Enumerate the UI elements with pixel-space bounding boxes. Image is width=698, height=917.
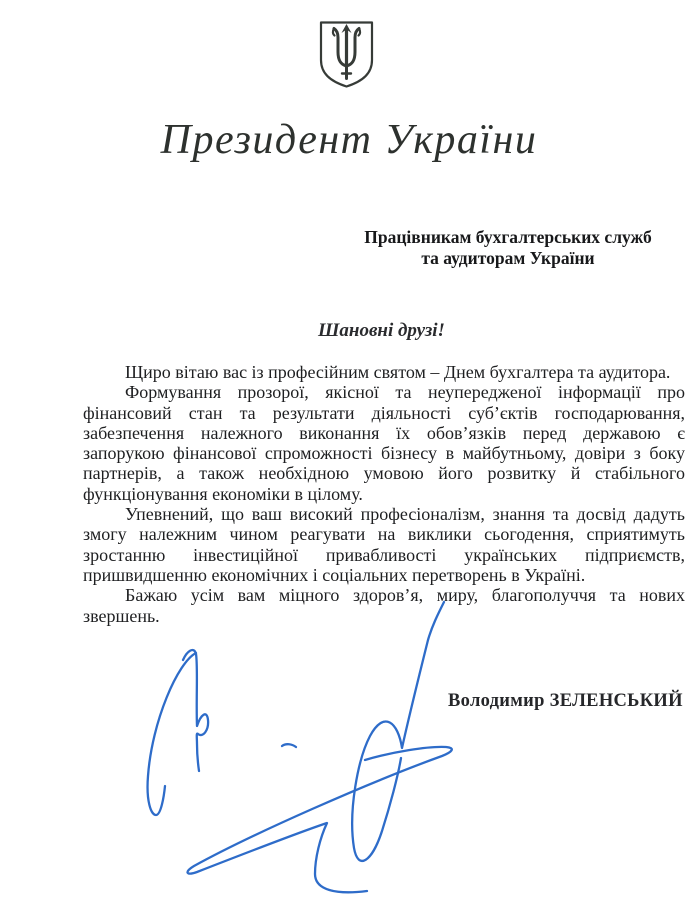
recipient-block xyxy=(360,227,656,269)
signature-middle-dash xyxy=(282,744,296,747)
ukraine-trident-emblem-icon xyxy=(318,20,375,89)
paragraph-main-1: Формування прозорої, якісної та неупередженої інформації про фінансовий стан та результати діяльності суб’єктів господарювання, забезпечення належного виконання їх обов’язків перед державою є запорукою фінансової спроможності бізнесу в майбутньому, довіри з боку партнерів, а також необхідною умовою його розвитку й стабільного функціонування економіки в цілому. xyxy=(83,382,685,504)
paragraph-wishes: Бажаю усім вам міцного здоров’я, миру, благополуччя та нових звершень. xyxy=(83,585,685,626)
paragraph-greeting: Щиро вітаю вас із професійним святом – Днем бухгалтера та аудитора. xyxy=(125,362,671,382)
signer-name: Володимир ЗЕЛЕНСЬКИЙ xyxy=(448,691,683,711)
recipient-line-1: Працівникам бухгалтерських служб xyxy=(364,227,652,247)
paragraph-main-2: Упевнений, що ваш високий професіоналізм, знання та досвід дадуть змогу належним чином реагувати на виклики сьогодення, сприятимуть зростанню інвестиційної привабливості українських підприємств, пришвидшенню економічних і соціальних перетворень в Україні. xyxy=(83,504,685,585)
trident-left-hook xyxy=(333,29,335,36)
signature-flourish-sweep xyxy=(188,747,452,892)
recipient-line-2: та аудиторам України xyxy=(421,248,595,268)
signature-left-stem xyxy=(183,650,208,771)
signature-left-arc xyxy=(148,653,196,815)
handwritten-signature-icon xyxy=(120,596,470,911)
trident-right-hook xyxy=(359,29,361,36)
letter-body xyxy=(83,362,685,626)
salutation: Шановні друзі! xyxy=(318,320,445,341)
trident-right-prong xyxy=(347,29,360,67)
trident-left-prong xyxy=(334,29,347,67)
letterhead-title: Президент України xyxy=(160,117,538,163)
signature-tall-loop xyxy=(352,602,444,861)
